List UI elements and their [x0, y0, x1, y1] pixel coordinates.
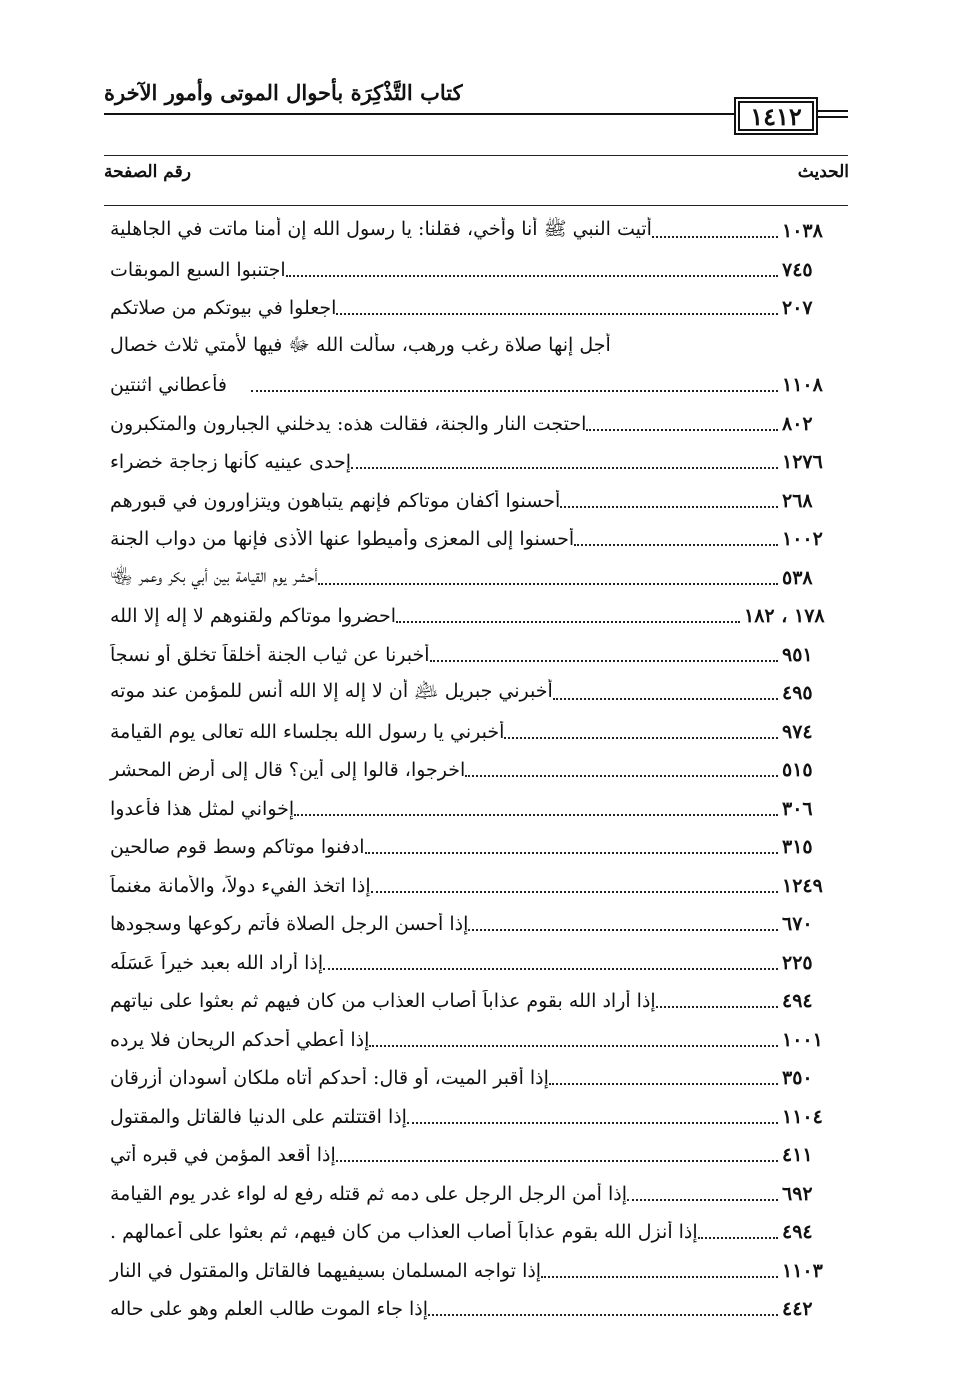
entry-text: أحسنوا إلى المعزى وأميطوا عنها الأذى فإنها من دواب الجنة: [110, 528, 575, 551]
index-entry: [104, 944, 848, 983]
index-entry: [104, 1136, 848, 1175]
entry-page: ٤٩٤: [782, 990, 813, 1013]
entry-text: أخبرني يا رسول الله بجلساء الله تعالى يوم القيامة: [110, 720, 505, 743]
leader-dots: [504, 737, 778, 739]
entry-text: فأعطاني اثنتين: [110, 374, 227, 397]
index-entry: [104, 751, 848, 790]
entry-page: ٨٠٢: [782, 412, 813, 435]
leader-dots: [318, 583, 778, 585]
index-entry: [104, 289, 848, 328]
leader-dots: [586, 429, 778, 431]
entry-page: ٢٠٧: [782, 297, 813, 320]
index-entry: [104, 1213, 848, 1252]
column-header-hadith: الحديث: [797, 162, 849, 182]
index-entry: [104, 674, 848, 713]
entry-text: إذا أراد الله بعبد خيراً عَسَلَه: [110, 951, 324, 974]
entry-text: اجعلوا في بيوتكم من صلاتكم: [110, 297, 337, 320]
entry-page: ٤١١: [782, 1144, 813, 1167]
entry-page: ١١٠٣: [782, 1259, 823, 1282]
entry-page: ٥١٥: [782, 759, 813, 782]
leader-dots: [369, 1045, 778, 1047]
index-entry: [104, 328, 848, 367]
header-rule-bottom: [104, 205, 848, 206]
entry-page: ١١٠٨: [782, 374, 823, 397]
index-entry: [104, 482, 848, 521]
entry-text: إذا تواجه المسلمان بسيفيهما فالقاتل والمقتول في النار: [110, 1259, 542, 1282]
book-title: كتاب التَّذْكِرَة بأحوال الموتى وأمور الآخرة: [104, 80, 463, 105]
entry-text: إذا أحسن الرجل الصلاة فأتم ركوعها وسجودها: [110, 913, 469, 936]
entry-text: إذا أقبر الميت، أو قال: أحدكم أتاه ملكان أسودان أزرقان: [110, 1067, 549, 1090]
leader-dots: [574, 544, 778, 546]
index-entry: [104, 559, 848, 598]
entry-page: ٥٣٨: [782, 566, 813, 589]
leader-dots: [468, 929, 778, 931]
entry-page: ١٧٨ ، ١٨٢: [744, 605, 825, 628]
index-entry: [104, 828, 848, 867]
leader-dots: [251, 390, 778, 392]
index-entry: [104, 636, 848, 675]
index-entry: [104, 520, 848, 559]
entry-text: إذا أنزل الله بقوم عذاباً أصاب العذاب من كان فيهم، ثم بعثوا على أعمالهم .: [110, 1221, 698, 1244]
entry-text: احتجت النار والجنة، فقالت هذه: يدخلني الجبارون والمتكبرون: [110, 412, 587, 435]
index-entry: [104, 982, 848, 1021]
entry-text: أجل إنها صلاة رغب ورهب، سألت الله ﷻ فيها لأمتي ثلاث خصال: [110, 333, 611, 356]
index-entry: [104, 251, 848, 290]
index-entry: [104, 905, 848, 944]
entry-page: ٩٥١: [782, 643, 813, 666]
leader-dots: [465, 775, 778, 777]
entry-text: إحدى عينيه كأنها زجاجة خضراء: [110, 451, 351, 474]
leader-dots: [407, 1122, 778, 1124]
entry-text: إذا أراد الله بقوم عذاباً أصاب العذاب من كان فيهم ثم بعثوا على نياتهم: [110, 990, 656, 1013]
leader-dots: [286, 275, 778, 277]
index-entry: [104, 713, 848, 752]
index-entry: [104, 212, 848, 251]
title-rule: [104, 113, 734, 115]
entry-page: ١٠٠١: [782, 1028, 823, 1051]
leader-dots: [652, 236, 778, 238]
entry-page: ٩٧٤: [782, 720, 813, 743]
entry-text: إذا أقعد المؤمن في قبره أتي: [110, 1144, 336, 1167]
entry-text: اخرجوا، قالوا إلى أين؟ قال إلى أرض المحشر: [110, 759, 466, 782]
entry-page: ٣١٥: [782, 836, 813, 859]
leader-dots: [365, 852, 778, 854]
leader-dots: [336, 1160, 778, 1162]
index-entry: [104, 1290, 848, 1329]
entry-page: ١٢٧٦: [782, 451, 823, 474]
leader-dots: [553, 698, 778, 700]
leader-dots: [698, 1237, 778, 1239]
header-rule: [104, 155, 848, 156]
index-entry: [104, 1175, 848, 1214]
index-entry: [104, 1059, 848, 1098]
entry-page: ١٠٣٨: [782, 220, 823, 243]
entry-page: ٤٤٢: [782, 1298, 813, 1321]
leader-dots: [541, 1276, 778, 1278]
leader-dots: [656, 1006, 778, 1008]
hadith-index-list: [104, 212, 848, 1329]
index-entry: [104, 443, 848, 482]
index-entry: [104, 1098, 848, 1137]
entry-page: ١١٠٤: [782, 1105, 823, 1128]
index-entry: [104, 1021, 848, 1060]
entry-page: ٢٦٨: [782, 489, 813, 512]
entry-page: ٢٢٥: [782, 951, 813, 974]
index-entry: [104, 867, 848, 906]
leader-dots: [351, 467, 778, 469]
entry-text: أحسنوا أكفان موتاكم فإنهم يتباهون ويتزاورون في قبورهم: [110, 489, 561, 512]
entry-text: إذا اتخذ الفيء دولاً، والأمانة مغنماً: [110, 874, 371, 897]
leader-dots: [430, 660, 779, 662]
entry-page: ٦٩٢: [782, 1182, 813, 1205]
entry-text: إذا أمن الرجل الرجل على دمه ثم قتله رفع له لواء غدر يوم القيامة: [110, 1182, 628, 1205]
entry-text: إذا أعطي أحدكم الريحان فلا يرده: [110, 1028, 370, 1051]
entry-text: أخبرنا عن ثياب الجنة أخلقاً تخلق أو نسجاً: [110, 643, 430, 666]
leader-dots: [560, 506, 778, 508]
entry-text: احضروا موتاكم ولقنوهم لا إله إلا الله: [110, 605, 396, 628]
entry-page: ٣٥٠: [782, 1067, 813, 1090]
entry-page: ٦٧٠: [782, 913, 813, 936]
entry-page: ١٠٠٢: [782, 528, 823, 551]
leader-dots: [428, 1314, 778, 1316]
index-entry: [104, 405, 848, 444]
entry-text: أتيت النبي ﷺ أنا وأخي، فقلنا: يا رسول الله إن أمنا ماتت في الجاهلية: [110, 218, 652, 241]
entry-text: إخواني لمثل هذا فأعدوا: [110, 797, 295, 820]
entry-page: ٤٩٥: [782, 682, 813, 705]
leader-dots: [627, 1199, 778, 1201]
page-number: ١٤١٢: [734, 97, 818, 135]
entry-page: ١٢٤٩: [782, 874, 823, 897]
entry-text: إذا جاء الموت طالب العلم وهو على حاله: [110, 1298, 429, 1321]
leader-dots: [323, 968, 778, 970]
entry-page: ٤٩٤: [782, 1221, 813, 1244]
entry-page: ٣٠٦: [782, 797, 813, 820]
entry-text: إذا اقتتلتم على الدنيا فالقاتل والمقتول: [110, 1105, 407, 1128]
index-entry: [104, 790, 848, 829]
entry-text: اجتنبوا السبع الموبقات: [110, 258, 286, 281]
leader-dots: [549, 1083, 778, 1085]
leader-dots: [336, 313, 778, 315]
index-entry: [104, 597, 848, 636]
entry-page: ٧٤٥: [782, 258, 813, 281]
entry-text: أخبرني جبريل ﵇ أن لا إله إلا الله أنس للمؤمن عند موته: [110, 680, 553, 703]
leader-dots: [371, 891, 778, 893]
leader-dots: [294, 814, 778, 816]
index-entry: [104, 366, 848, 405]
column-header-page: رقم الصفحة: [104, 162, 191, 182]
index-entry: [104, 1252, 848, 1291]
entry-text: ادفنوا موتاكم وسط قوم صالحين: [110, 836, 365, 859]
leader-dots: [396, 621, 740, 623]
entry-text: أحشر يوم القيامة بين أبي بكر وعمر ﵄: [110, 564, 318, 587]
